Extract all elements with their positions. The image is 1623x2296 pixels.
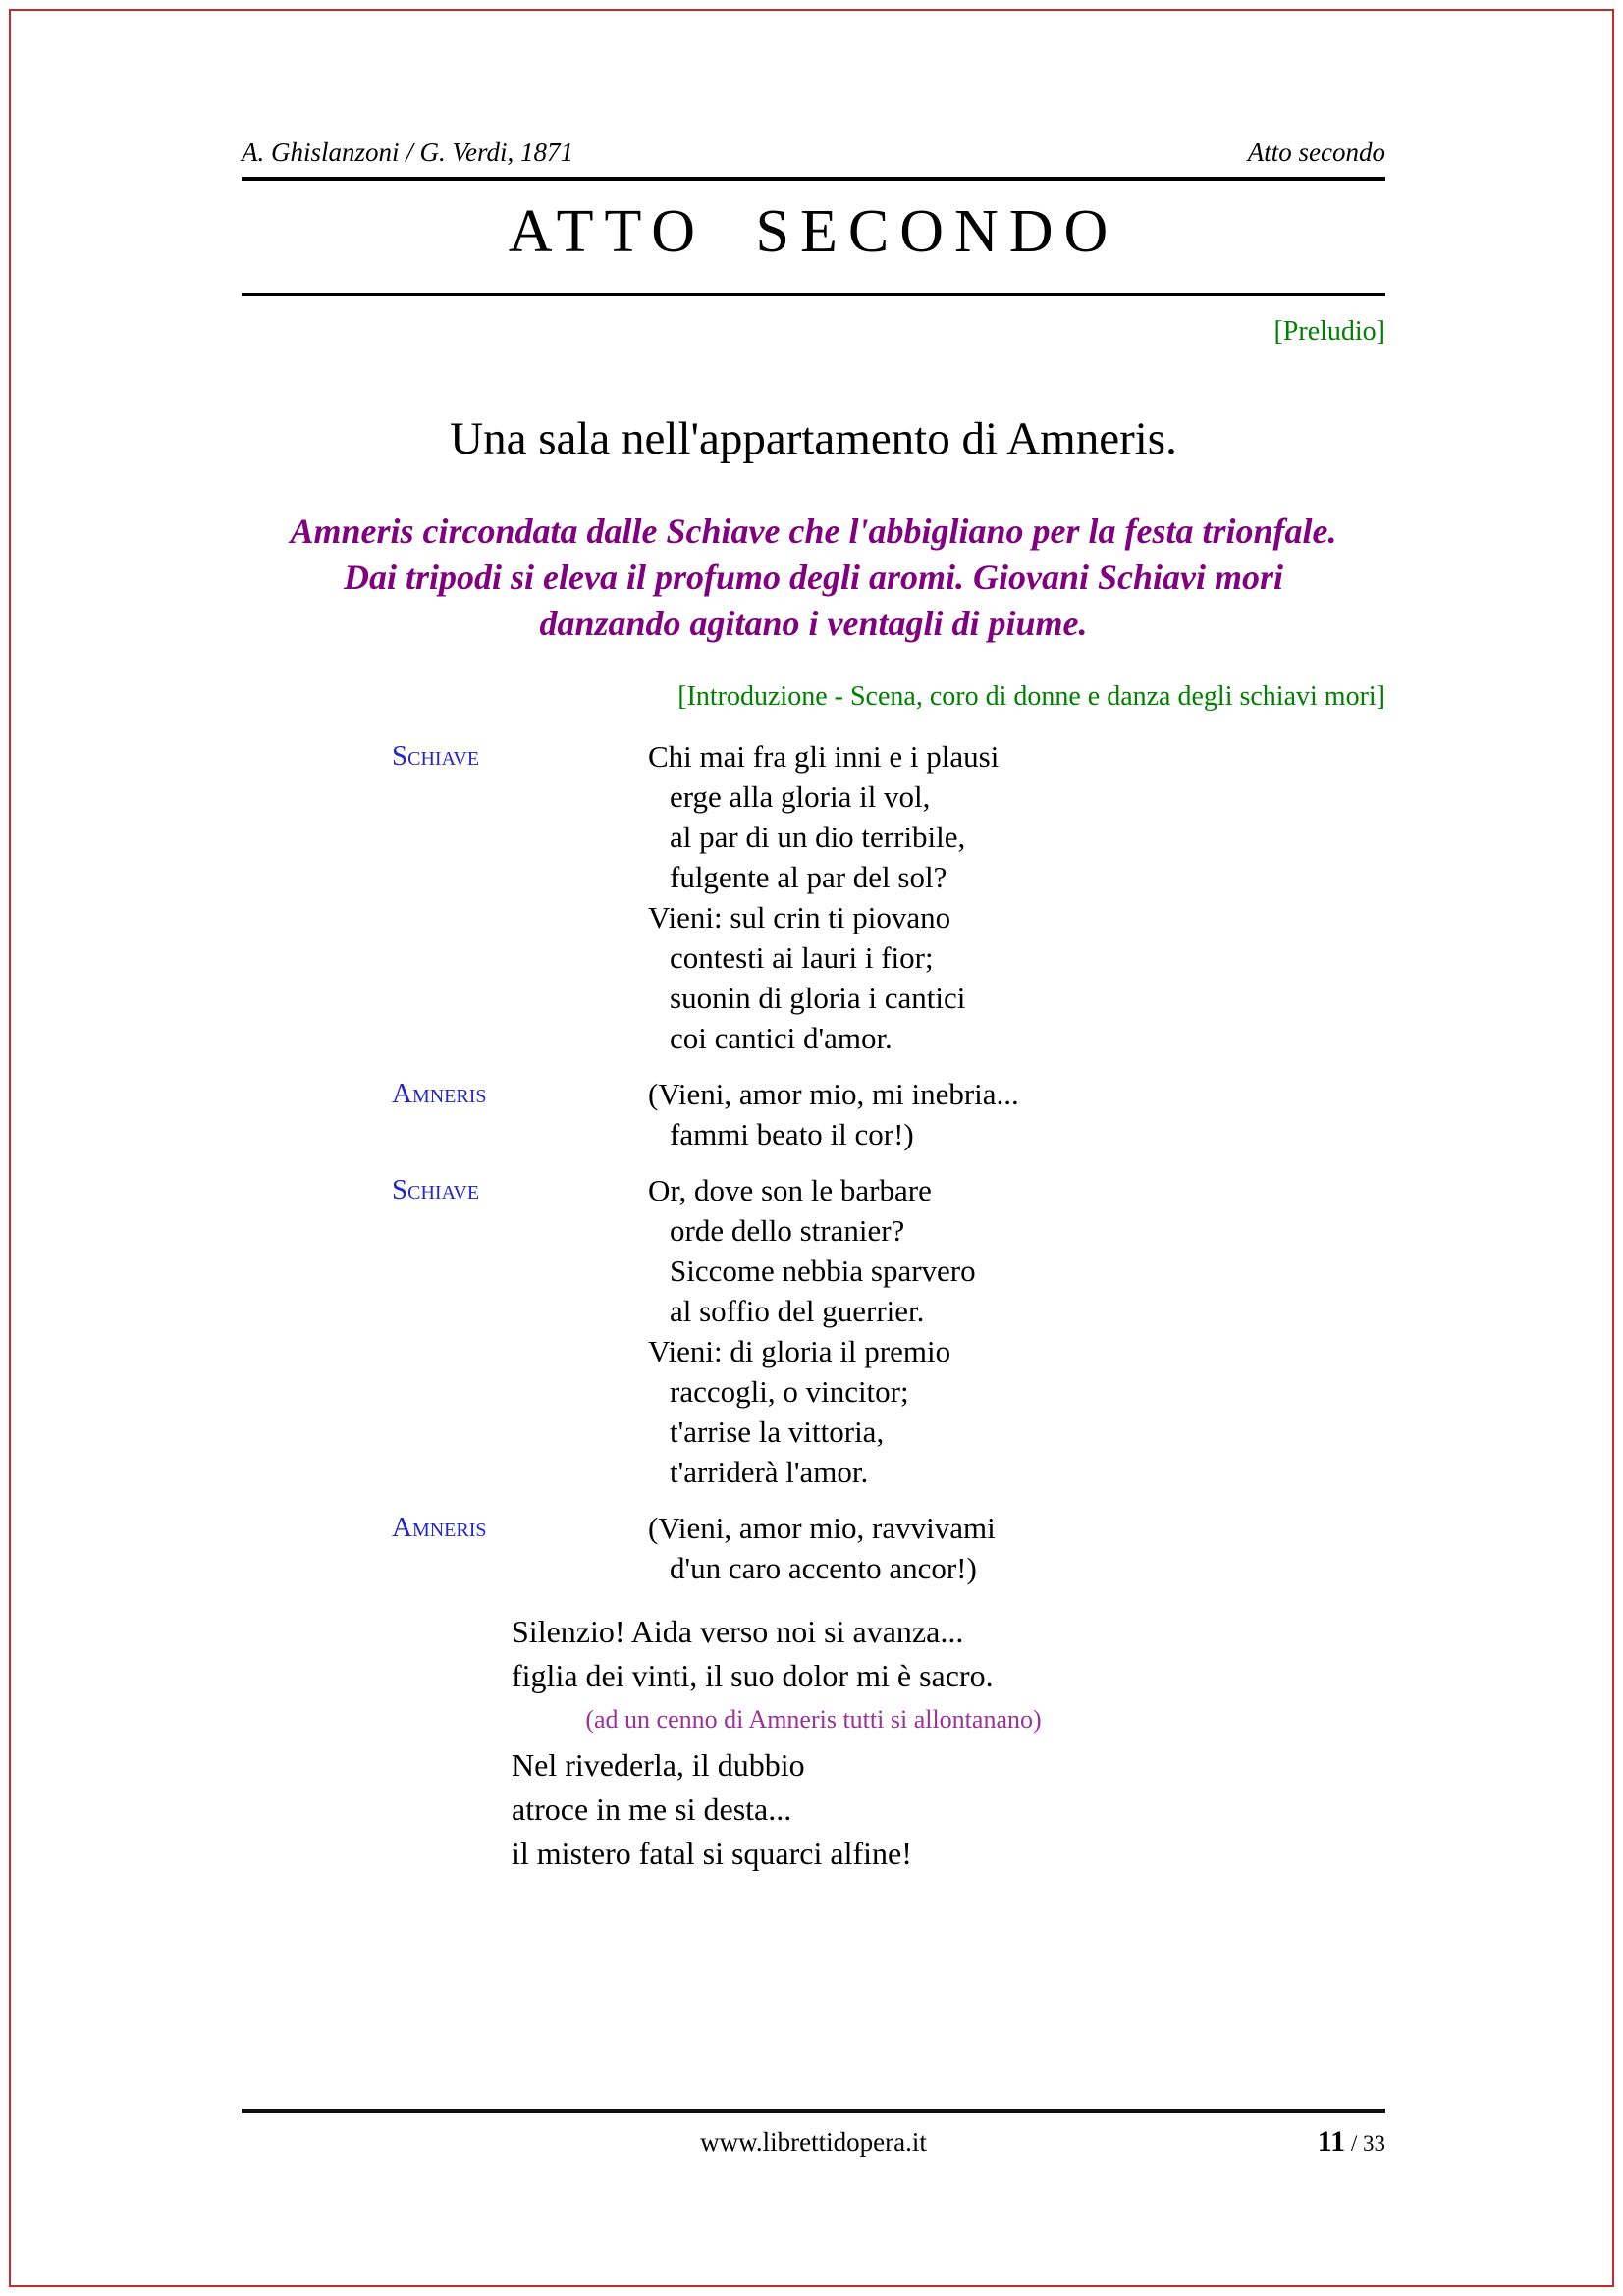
verse (648, 736, 999, 1058)
amneris-monologue-part-1 (512, 1610, 1385, 1698)
verse-line: Chi mai fra gli inni e i plausi (648, 739, 1000, 774)
verse-line: erge alla gloria il vol, (670, 779, 931, 814)
header-act-label: Atto secondo (1247, 137, 1385, 167)
stage-direction: (ad un cenno di Amneris tutti si allontanano) (585, 1705, 1042, 1734)
verse-line: d'un caro accento ancor!) (670, 1551, 977, 1585)
scene-heading: Una sala nell'appartamento di Amneris. (450, 413, 1177, 464)
verse-line: fulgente al par del sol? (670, 860, 947, 894)
speaker-name: Amneris (392, 1512, 487, 1543)
header-rule (242, 177, 1385, 181)
page-header (242, 0, 1385, 167)
verse-line: suonin di gloria i cantici (670, 981, 966, 1015)
page-content (242, 0, 1385, 1876)
verse-line: (Vieni, amor mio, mi inebria... (648, 1077, 1019, 1111)
verse-line: raccogli, o vincitor; (670, 1374, 909, 1409)
verse-line: t'arriderà l'amor. (670, 1455, 869, 1489)
verse-line: al par di un dio terribile, (670, 820, 966, 854)
verse-line: Siccome nebbia sparvero (670, 1254, 976, 1288)
introduzione-cue: [Introduzione - Scena, coro di donne e danza degli schiavi mori] (677, 681, 1385, 712)
verse (648, 1074, 1019, 1154)
speaker-name: Schiave (392, 1174, 480, 1205)
dialogue-block-schiave-1 (242, 736, 1385, 1058)
scene-description-line-3: danzando agitano i ventagli di piume. (539, 604, 1088, 643)
monologue-line: atroce in me si desta... (512, 1791, 792, 1827)
verse-line: Vieni: sul crin ti piovano (648, 900, 951, 934)
verse-line: coi cantici d'amor. (670, 1021, 893, 1055)
monologue-line: il mistero fatal si squarci alfine! (512, 1836, 912, 1871)
verse-line: (Vieni, amor mio, ravvivami (648, 1511, 996, 1545)
monologue-line: Silenzio! Aida verso noi si avanza... (512, 1614, 964, 1649)
verse-line: Or, dove son le barbare (648, 1173, 932, 1207)
verse (648, 1508, 996, 1588)
verse (648, 1170, 976, 1492)
page-number (1318, 2125, 1385, 2161)
page-footer (242, 2109, 1385, 2159)
dialogue-block-amneris-1 (242, 1074, 1385, 1154)
verse-line: fammi beato il cor!) (670, 1117, 914, 1151)
monologue-line: Nel rivederla, il dubbio (512, 1747, 805, 1783)
scene-description-line-1: Amneris circondata dalle Schiave che l'abbigliano per la festa trionfale. (290, 511, 1337, 551)
speaker-name: Schiave (392, 740, 480, 772)
verse-line: orde dello stranier? (670, 1213, 905, 1248)
title-rule (242, 293, 1385, 296)
speaker-name: Amneris (392, 1078, 487, 1109)
website-text: www.librettidopera.it (700, 2127, 927, 2157)
act-title: ATTO SECONDO (508, 198, 1119, 265)
verse-line: Vieni: di gloria il premio (648, 1334, 951, 1368)
verse-line: contesti ai lauri i fior; (670, 940, 934, 975)
page-number-total: / 33 (1350, 2131, 1385, 2156)
verse-line: t'arrise la vittoria, (670, 1415, 885, 1449)
footer-row (242, 2125, 1385, 2159)
monologue-line: figlia dei vinti, il suo dolor mi è sacro. (512, 1658, 994, 1693)
amneris-monologue-part-2 (512, 1743, 1385, 1876)
page-number-current: 11 (1317, 2125, 1346, 2158)
verse-line: al soffio del guerrier. (670, 1294, 925, 1328)
dialogue-block-schiave-2 (242, 1170, 1385, 1492)
scene-description-line-2: Dai tripodi si eleva il profumo degli aromi. Giovani Schiavi mori (343, 558, 1283, 597)
scene-description (242, 508, 1385, 647)
header-author-composer: A. Ghislanzoni / G. Verdi, 1871 (242, 137, 574, 167)
dialogue-block-amneris-2 (242, 1508, 1385, 1588)
preludio-cue: [Preludio] (1273, 316, 1385, 347)
